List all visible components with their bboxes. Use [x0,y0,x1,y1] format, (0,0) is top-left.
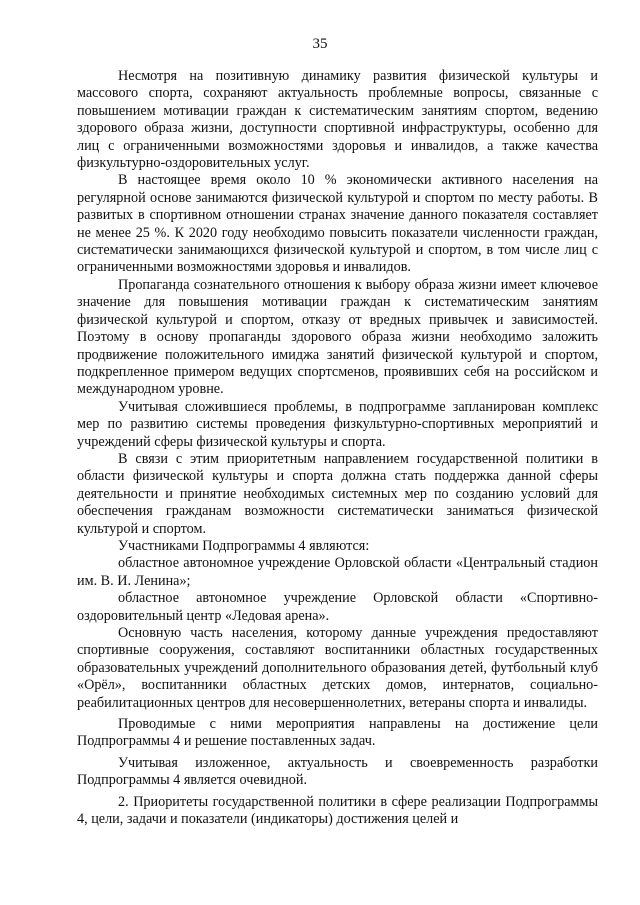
paragraph: Учитывая сложившиеся проблемы, в подпрограмме запланирован комплекс мер по развитию системы проведения физкультурно-спортивных мероприятий и учреждений сферы физической культуры и спорта. [77,398,598,450]
paragraph: Участниками Подпрограммы 4 являются: [118,537,370,554]
paragraph: Несмотря на позитивную динамику развития физической культуры и массового спорта, сохраняют актуальность проблемные вопросы, связанные с повышением мотивации граждан к систематическим занятиям спортом, ведению здорового образа жизни, доступности спортивной инфраструктуры, особенно для лиц с ограниченными возможностями здоровья и инвалидов, а также качества физкультурно-оздоровительных услуг. [77,68,598,172]
paragraph: областное автономное учреждение Орловской области «Центральный стадион им. В. И. Ленина»; [77,555,598,589]
paragraph: Проводимые с ними мероприятия направлены на достижение цели Подпрограммы 4 и решение поставленных задач. [77,716,598,750]
paragraph: Основную часть населения, которому данные учреждения предоставляют спортивные сооружения, составляют воспитанники областных государственных образовательных учреждений дополнительного образования детей, футбольный клуб «Орёл», воспитанники областных детских домов, интернатов, социально-реабилитационных центров для несовершеннолетних, ветераны спорта и инвалиды. [77,625,598,711]
section-heading-paragraph: 2. Приоритеты государственной политики в сфере реализации Подпрограммы 4, цели, задачи и показатели (индикаторы) достижения целей и [77,793,598,828]
paragraph: В настоящее время около 10 % экономически активного населения на регулярной основе занимаются физической культурой и спортом по месту работы. В развитых в спортивном отношении странах значение данного показателя составляет не менее 25 %. К 2020 году необходимо повысить показатели численности граждан, систематически занимающихся физической культурой и спортом, в том числе лиц с ограниченными возможностями здоровья и инвалидов. [77,172,598,276]
paragraph: областное автономное учреждение Орловской области «Спортивно-оздоровительный центр «Ледовая арена». [77,590,598,624]
paragraph: Пропаганда сознательного отношения к выбору образа жизни имеет ключевое значение для повышения мотивации граждан к систематическим занятиям физической культурой и спортом, отказу от вредных привычек и зависимостей. Поэтому в основу пропаганды здорового образа жизни необходимо заложить продвижение положительного имиджа занятий физической культурой и спортом, подкрепленное примером ведущих спортсменов, проявивших себя на российском и международном уровне. [77,276,598,398]
page-number: 35 [312,36,328,52]
paragraph: Учитывая изложенное, актуальность и своевременность разработки Подпрограммы 4 является очевидной. [77,754,598,789]
paragraph: В связи с этим приоритетным направлением государственной политики в области физической культуры и спорта должна стать поддержка данной сферы деятельности и принятие необходимых системных мер по созданию условий для обеспечения гражданам возможности систематически заниматься физической культурой и спортом. [77,450,598,537]
document-body [77,68,598,828]
